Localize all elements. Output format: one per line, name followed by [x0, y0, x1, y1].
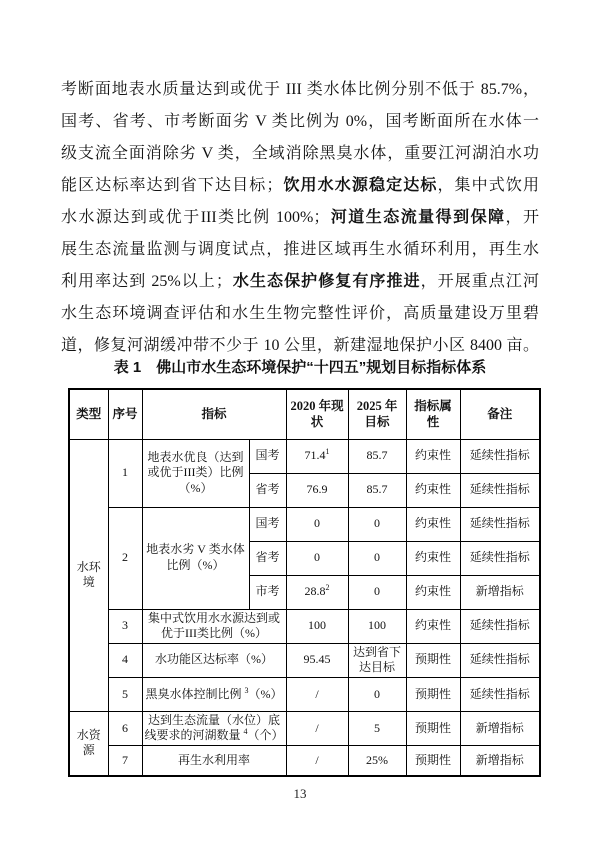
value-2025-cell: 0: [348, 507, 406, 541]
type-cell-water-resources: 水资源: [69, 711, 108, 775]
assessment-level-cell: 市考: [249, 575, 286, 609]
table-row: [69, 643, 540, 677]
header-cell: 2025 年目标: [348, 389, 406, 439]
text-run: 道，修复河湖缓冲带不少于 10 公里，新建湿地保护小区 8400 亩。: [61, 337, 539, 354]
seq-cell: 7: [108, 746, 142, 776]
value-2020-cell: 95.45: [286, 643, 348, 677]
indicator-cell: 达到生态流量（水位）底线要求的河湖数量 $^4$（个）: [142, 711, 286, 745]
value-2025-cell: 25%: [348, 746, 406, 776]
attribute-cell: 预期性: [406, 711, 460, 745]
text-run: ，开: [505, 209, 539, 226]
attribute-cell: 约束性: [406, 507, 460, 541]
text-run: 国考、省考、市考断面劣 V 类比例为 0%，国考断面所在水体一: [61, 113, 539, 130]
header-cell: 指标属性: [406, 389, 460, 439]
text-run: ，开展重点江河: [420, 273, 539, 290]
assessment-level-cell: 国考: [249, 507, 286, 541]
header-cell: 类型: [69, 389, 108, 439]
remark-cell: 延续性指标: [460, 541, 540, 575]
table-row: [69, 507, 540, 541]
remark-cell: 延续性指标: [460, 473, 540, 507]
value-2025-cell: 0: [348, 677, 406, 711]
paragraph-line: [61, 234, 539, 266]
footnote-superscript: 1: [325, 447, 330, 457]
remark-cell: 延续性指标: [460, 507, 540, 541]
footnote-superscript: 4: [243, 727, 248, 737]
paragraph-line: [61, 298, 539, 330]
attribute-cell: 约束性: [406, 439, 460, 473]
value-2020-cell: 71.4$^1$: [286, 439, 348, 473]
value-2020-cell: 0: [286, 541, 348, 575]
value-2020-cell: /: [286, 746, 348, 776]
table-row: [69, 677, 540, 711]
text-run: ，集中式饮用: [437, 177, 539, 194]
indicator-cell: 地表水劣 V 类水体比例（%）: [142, 507, 249, 609]
attribute-cell: 约束性: [406, 473, 460, 507]
seq-cell: 5: [108, 677, 142, 711]
header-cell: 备注: [460, 389, 540, 439]
value-2025-cell: 85.7: [348, 439, 406, 473]
header-row: [69, 389, 540, 439]
seq-cell: 1: [108, 439, 142, 507]
value-2020-cell: 28.8$^2$: [286, 575, 348, 609]
assessment-level-cell: 国考: [249, 439, 286, 473]
text-run: 能区达标率达到省下达目标；: [61, 177, 283, 194]
remark-cell: 新增指标: [460, 746, 540, 776]
indicator-cell: 黑臭水体控制比例 $^3$（%）: [142, 677, 286, 711]
indicator-cell: 水功能区达标率（%）: [142, 643, 286, 677]
header-cell: 2020 年现状: [286, 389, 348, 439]
remark-cell: 延续性指标: [460, 643, 540, 677]
attribute-cell: 预期性: [406, 643, 460, 677]
seq-cell: 4: [108, 643, 142, 677]
indicator-cell: 集中式饮用水水源达到或优于III类比例（%）: [142, 609, 286, 643]
attribute-cell: 约束性: [406, 575, 460, 609]
value-2025-cell: 达到省下达目标: [348, 643, 406, 677]
attribute-cell: 约束性: [406, 541, 460, 575]
paragraph-line: [61, 138, 539, 170]
table-row: [69, 609, 540, 643]
value-2020-cell: 100: [286, 609, 348, 643]
paragraph-line: [61, 106, 539, 138]
paragraph-line: [61, 266, 539, 298]
table-row: [69, 439, 540, 473]
text-run: 展生态流量监测与调度试点，推进区域再生水循环利用，再生水: [61, 241, 539, 258]
value-2025-cell: 100: [348, 609, 406, 643]
indicator-table: [68, 388, 541, 777]
value-2020-cell: /: [286, 711, 348, 745]
value-2025-cell: 0: [348, 541, 406, 575]
remark-cell: 延续性指标: [460, 677, 540, 711]
page-number: 13: [293, 786, 307, 801]
text-run: 水生态环境调查评估和水生生物完整性评价，高质量建设万里碧: [61, 305, 539, 322]
value-2025-cell: 0: [348, 575, 406, 609]
value-2025-cell: 5: [348, 711, 406, 745]
assessment-level-cell: 省考: [249, 541, 286, 575]
table-row: [69, 746, 540, 776]
remark-cell: 延续性指标: [460, 609, 540, 643]
body-paragraph: [61, 74, 539, 362]
paragraph-line: [61, 202, 539, 234]
value-2020-cell: 0: [286, 507, 348, 541]
remark-cell: 延续性指标: [460, 439, 540, 473]
text-run: 级支流全面消除劣 V 类，全域消除黑臭水体，重要江河湖泊水功: [61, 145, 539, 162]
seq-cell: 2: [108, 507, 142, 609]
bold-phrase: 河道生态流量得到保障: [329, 209, 506, 226]
table-body: [69, 439, 540, 776]
seq-cell: 6: [108, 711, 142, 745]
footnote-superscript: 2: [325, 583, 330, 593]
bold-phrase: 饮用水水源稳定达标: [282, 177, 438, 194]
text-run: 水水源达到或优于III类比例 100%；: [61, 209, 330, 226]
value-2025-cell: 85.7: [348, 473, 406, 507]
header-cell: 序号: [108, 389, 142, 439]
indicator-cell: 地表水优良（达到或优于III类）比例（%）: [142, 439, 249, 507]
text-run: 考断面地表水质量达到或优于 III 类水体比例分别不低于 85.7%，: [61, 81, 539, 98]
footnote-superscript: 3: [244, 685, 249, 695]
remark-cell: 新增指标: [460, 711, 540, 745]
remark-cell: 新增指标: [460, 575, 540, 609]
bold-phrase: 水生态保护修复有序推进: [231, 273, 421, 290]
text-run: 利用率达到 25%以上；: [61, 273, 232, 290]
header-cell: 指标: [142, 389, 286, 439]
table-row: [69, 711, 540, 745]
indicator-cell: 再生水利用率: [142, 746, 286, 776]
paragraph-line: [61, 170, 539, 202]
attribute-cell: 预期性: [406, 746, 460, 776]
table-header: [69, 389, 540, 439]
assessment-level-cell: 省考: [249, 473, 286, 507]
attribute-cell: 预期性: [406, 677, 460, 711]
value-2020-cell: 76.9: [286, 473, 348, 507]
paragraph-line: [61, 74, 539, 106]
seq-cell: 3: [108, 609, 142, 643]
type-cell-water-environment: 水环境: [69, 439, 108, 711]
table-caption: 表 1 佛山市水生态环境保护“十四五”规划目标指标体系: [113, 359, 487, 376]
attribute-cell: 约束性: [406, 609, 460, 643]
value-2020-cell: /: [286, 677, 348, 711]
